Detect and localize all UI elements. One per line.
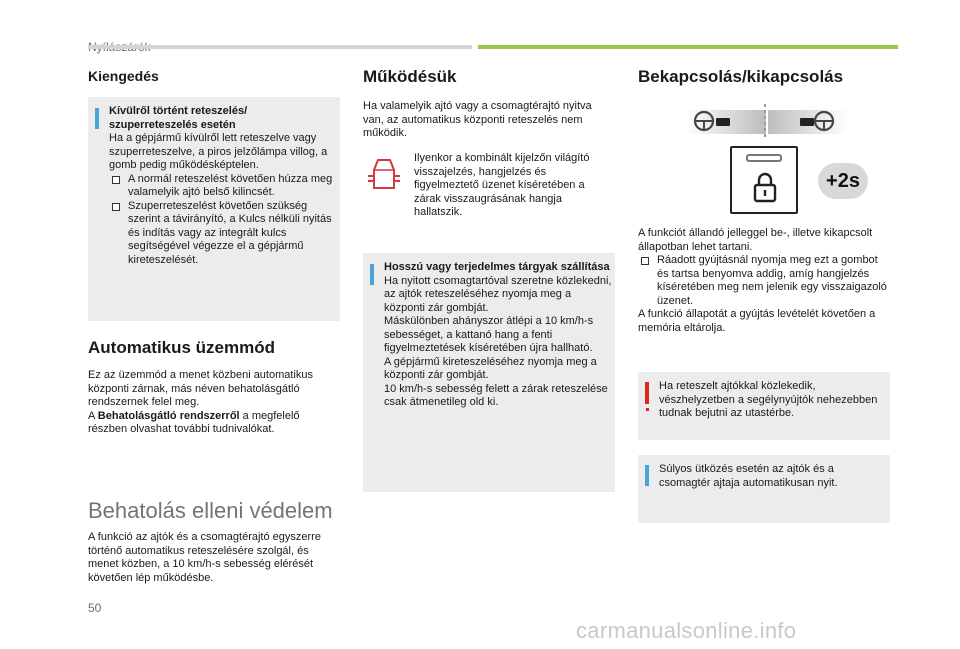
steering-wheel-left-icon xyxy=(686,106,766,138)
hosszu-box-line-2: Máskülönben ahányszor átlépi a 10 km/h-s sebességet, a kattanó hang a fenti figyelmeztetések kíséretében újra hallható. xyxy=(384,315,594,354)
info-box-crash-text: Súlyos ütközés esetén az ajtók és a csomagtér ajtaja automatikusan nyit. xyxy=(659,463,838,489)
padlock-icon xyxy=(752,171,778,203)
info-bar xyxy=(95,108,99,129)
kiengedes-info-box xyxy=(88,97,340,321)
behatolas-text: A funkció az ajtók és a csomagtérajtó egyszerre történő automatikus reteszelésére szolgál, és menet közben, a 10 km/h-s sebesség elérését követően lép működésbe. xyxy=(88,531,321,584)
bekapcsolas-heading: Bekapcsolás/kikapcsolás xyxy=(638,67,844,86)
lock-indicator-led xyxy=(746,154,782,162)
info-bar xyxy=(370,264,374,285)
hosszu-box-line-3: A gépjármű kireteszeléséhez nyomja meg a központi zár gombját. xyxy=(384,355,597,381)
hosszu-box-line-4: 10 km/h-s sebesség felett a zárak reteszelése csak átmenetileg old ki. xyxy=(384,382,608,408)
mukodesuk-intro: Ha valamelyik ajtó vagy a csomagtérajtó nyitva van, az automatikus központi reteszelés nem működik. xyxy=(363,100,592,139)
bekapcsolas-bullet: Ráadott gyújtásnál nyomja meg ezt a gombot és tartsa benyomva addig, amíg hangjelzés kíséretében meg nem jelenik egy visszaigazoló üzenet. xyxy=(638,254,890,308)
hosszu-targyak-info-box xyxy=(363,253,615,492)
kiengedes-box-content xyxy=(109,105,337,267)
info-box-crash xyxy=(638,455,890,523)
kiengedes-heading: Kiengedés xyxy=(88,68,159,84)
bekapcsolas-text xyxy=(638,227,890,335)
behatolas-heading: Behatolás elleni védelem xyxy=(88,498,333,523)
warning-box-text: Ha reteszelt ajtókkal közlekedik, vészhelyzetben a segélynyújtók nehezebben tudnak bejutni az utastérbe. xyxy=(659,380,878,419)
press-2s-label: +2s xyxy=(826,169,860,192)
header-rule-gray xyxy=(88,45,472,49)
automatikus-text-2-prefix: A xyxy=(88,409,98,422)
warning-bar xyxy=(645,382,649,404)
watermark: carmanualsonline.info xyxy=(576,618,797,643)
kiengedes-bullet-1: A normál reteszelést követően húzza meg valamelyik ajtó belső kilincsét. xyxy=(109,173,337,200)
kiengedes-box-intro: Ha a gépjármű kívülről lett reteszelve vagy szuperreteszelve, a piros jelzőlámpa villog, a gomb pedig működésképtelen. xyxy=(109,132,328,171)
automatikus-heading: Automatikus üzemmód xyxy=(88,338,276,357)
press-2s-badge-icon xyxy=(818,163,868,199)
divider-dashed xyxy=(764,104,766,138)
info-bar xyxy=(645,465,649,486)
bekapcsolas-text-1: A funkciót állandó jelleggel be-, illetve kikapcsolt állapotban lehet tartani. xyxy=(638,227,873,253)
automatikus-text-1: Ez az üzemmód a menet közbeni automatikus központi zárnak, más néven behatolásgátló rendszernek felel meg. xyxy=(88,369,314,408)
automatikus-text xyxy=(88,369,338,437)
door-open-warning-icon xyxy=(366,157,402,193)
mukodesuk-heading: Működésük xyxy=(363,67,457,86)
automatikus-text-2-bold: Behatolásgátló rendszerről xyxy=(97,409,240,422)
steering-wheel-right-icon xyxy=(768,106,848,138)
bekapcsolas-text-2: A funkció állapotát a gyújtás levételét követően a memória eltárolja. xyxy=(638,308,876,334)
central-lock-button[interactable] xyxy=(730,146,798,214)
page-number: 50 xyxy=(88,601,102,615)
kiengedes-bullet-2: Szuperreteszelést követően szükség szerint a távirányító, a Kulcs nélküli nyitás és indítás vagy az integrált kulcs segítségével végezze el a gépjármű kireteszelését. xyxy=(109,200,337,268)
warning-box xyxy=(638,372,890,440)
mukodesuk-warning-text: Ilyenkor a kombinált kijelzőn világító visszajelzés, hangjelzés és figyelmeztető üzenet kíséretében a zárak visszaugrásának hangja hallatszik. xyxy=(414,152,590,218)
header-rule-green xyxy=(478,45,898,49)
hosszu-box-title: Hosszú vagy terjedelmes tárgyak szállítása xyxy=(384,261,610,273)
kiengedes-box-title: Kívülről történt reteszelés/ szuperreteszelés esetén xyxy=(109,105,248,131)
hosszu-box-content xyxy=(384,261,612,410)
hosszu-box-line-1: Ha nyitott csomagtartóval szeretne közlekedni, az ajtók reteszeléséhez nyomja meg a központi zár gombját. xyxy=(384,274,612,314)
warning-dot xyxy=(646,408,649,411)
automatikus-text-2-suffix: a megfelelő részben olvashat további tudnivalókat. xyxy=(88,409,300,435)
